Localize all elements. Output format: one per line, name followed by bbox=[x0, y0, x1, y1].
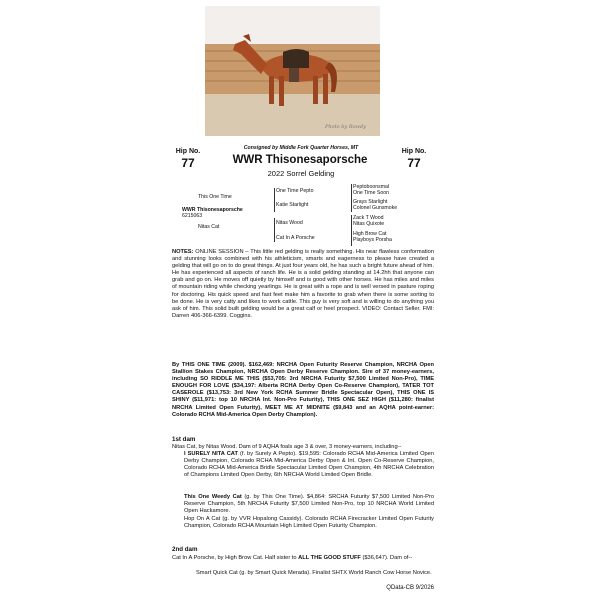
pedigree-reg-no: 6215063 bbox=[182, 213, 203, 219]
hip-label: Hip No. bbox=[401, 148, 427, 155]
catalog-page bbox=[170, 0, 442, 600]
pedigree-dam: Nitas Cat bbox=[198, 224, 220, 230]
pedigree-sds: Grays Starlight bbox=[353, 199, 388, 205]
hip-number-right bbox=[396, 148, 432, 170]
first-dam-entry-1: I SURELY NITA CAT (f. by Surely A Pepto). $19,595: Colorado RCHA Mid-America Limited Open Derby Champion, Colorado RCHA Mid-America Derby Open & Int. Open Co-Reserve Champion, Colorado RCHA Mid-America Bridle Spectacular Limited Open Champion, 4th NRCHA Celebration of Champions Limited Open Derby, 6th NRCHA World Limited Open Bridle. bbox=[184, 451, 434, 479]
sire-paragraph: By THIS ONE TIME (2009). $162,469: NRCHA Open Futurity Reserve Champion, NRCHA Open Stallion Stakes Champion, NRCHA Open Derby Reserve Champion. Sire of 37 money-earners, including SO RIDDLE ME THIS ($53,705: 3rd NRCHA Futurity $7,500 Limited Non-Pro), TIME ENOUGH FOR LOVE ($34,197: Alberta RCHA Derby Open Co-Reserve Champion), TATER TOT CASEROLE ($13,753: 3rd New York RCHA Summer Bridle Spectacular Open), THIS ONE IS SHINY ($11,971: top 10 NRCHA Int. Non-Pro Futurity), THIS ONE SEZ HIGH ($11,280: finalist NRCHA Limited Open Futurity), MEET ME AT MIDNITE ($9,843 and an AQHA point-earner: Colorado RCHA Mid-America Open Derby Champion). bbox=[172, 362, 434, 418]
pedigree-ssd: One Time Soon bbox=[353, 190, 390, 196]
notes-paragraph bbox=[172, 249, 434, 320]
pedigree-sire-sire: One Time Pepto bbox=[276, 188, 314, 194]
footer-code: QData-CB 9/2026 bbox=[386, 585, 434, 591]
second-dam-entry: Smart Quick Cat (g. by Smart Quick Merada). Finalist SHTX World Ranch Cow Horse Novice. bbox=[196, 570, 432, 576]
pedigree-dds: High Brow Cat bbox=[353, 231, 387, 237]
pedigree-subject: WWR Thisonesaporsche bbox=[182, 207, 243, 213]
pedigree-sire: This One Time bbox=[198, 194, 232, 200]
horse-description: 2022 Sorrel Gelding bbox=[267, 169, 335, 178]
notes-text: ONLINE SESSION – This little red gelding is really something. His near flawless conformation and stunning looks combined with his athleticism, smarts and eagerness to please have created a gelding that will go on to do great things. At just four years old, he has such a bright future ahead of him. He has experienced all aspects of ranch life. He is a solid gelding standing at 14.2hh that anyone can grab and go on. He moves off quietly by himself and is good with other horses. He has miles and miles of mountain riding while checking yearlings. He is great with a rope and is well versed in pasture roping for doctoring. His quick speed and fast feet make him a favorite to grab when there is some sorting to be done. He is very catty and likes to work cattle. This guy is very soft and is willing to do anything you ask of him. This solid built gelding would be a great calf or heel prospect. VIDEO: Contact Seller. FMI: Darren 406-366-6399. Coggins. bbox=[172, 249, 434, 319]
pedigree-sss: Peptoboonsmal bbox=[353, 184, 390, 190]
offspring-name: I SURELY NITA CAT bbox=[184, 451, 238, 457]
pedigree-dam-sire: Nitas Wood bbox=[276, 220, 303, 226]
first-dam-heading: 1st dam bbox=[172, 436, 196, 443]
consignor-line: Consigned by Middle Fork Quarter Horses, MT bbox=[243, 145, 359, 151]
pedigree-ddd: Playboys Porsha bbox=[353, 237, 392, 243]
horse-photo bbox=[205, 6, 380, 136]
first-dam-entry-2: This One Weedy Cat (g. by This One Time). $4,864: SRCHA Futurity $7,500 Limited Non-Pro Reserve Champion, 5th NRCHA Futurity $7,500 Limited Non-Pro, top 10 NRCHA World Limited Open Hackamore. bbox=[184, 494, 434, 515]
hip-label: Hip No. bbox=[175, 148, 201, 155]
offspring-name: This One Weedy Cat bbox=[184, 494, 242, 500]
hip-number: 77 bbox=[407, 156, 421, 170]
pedigree-dss: Zack T Wood bbox=[353, 215, 384, 221]
first-dam-entry-3: Hop On A Cat (g. by VVR Hopalong Cassidy). Colorado RCHA Firecracker Limited Open Futurity Champion, Colorado RCHA Mountain High Limited Open Futurity Champion. bbox=[184, 516, 434, 530]
second-dam-intro: Cat In A Porsche, by High Brow Cat. Half sister to ALL THE GOOD STUFF ($36,647). Dam of-- bbox=[172, 555, 413, 561]
second-dam-heading: 2nd dam bbox=[172, 546, 198, 553]
hip-number: 77 bbox=[181, 156, 195, 170]
pedigree-dam-dam: Cat In A Porsche bbox=[276, 235, 315, 241]
horse-illustration bbox=[205, 6, 380, 136]
pedigree-sire-dam: Katie Starlight bbox=[276, 202, 309, 208]
pedigree-sdd: Colonel Gunsmoke bbox=[353, 205, 398, 211]
pedigree-dsd: Nitas Quixote bbox=[353, 221, 385, 227]
first-dam-intro: Nitas Cat, by Nitas Wood. Dam of 9 AQHA foals age 3 & over, 3 money-earners, including-- bbox=[172, 444, 402, 450]
notes-label: NOTES: bbox=[172, 249, 194, 255]
photo-watermark: Photo by Rowdy bbox=[325, 124, 366, 130]
horse-name: WWR Thisonesaporsche bbox=[232, 154, 368, 166]
